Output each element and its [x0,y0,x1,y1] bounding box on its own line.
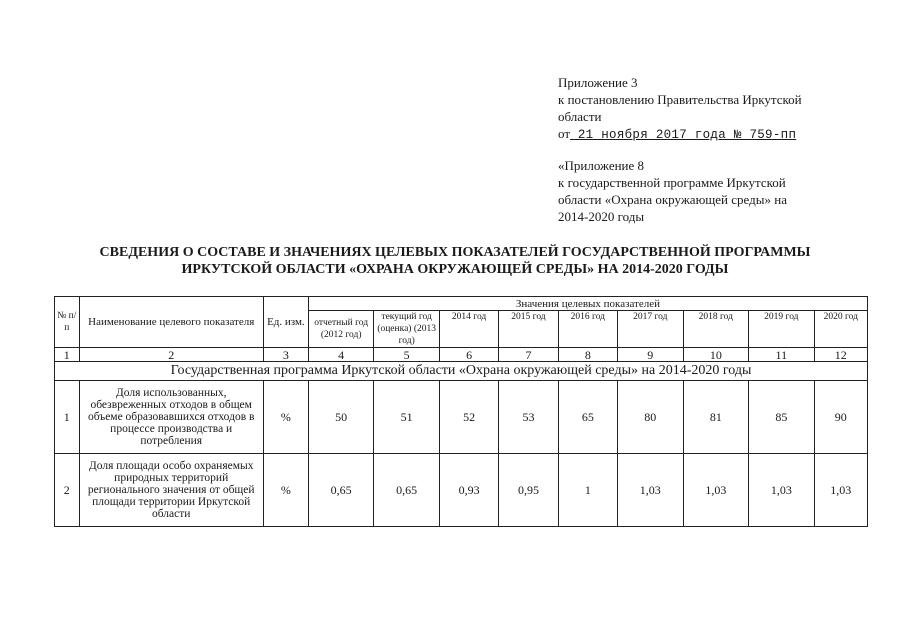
value-cell: 0,65 [308,454,374,527]
row-number: 1 [55,381,80,454]
col-number: 7 [499,348,558,362]
value-cell: 52 [439,381,498,454]
value-cell: 85 [749,381,815,454]
col-number: 10 [683,348,749,362]
appendix-3-line3: области [558,109,602,124]
header-unit: Ед. изм. [263,297,308,348]
appendix-3-block [558,74,858,144]
unit: % [263,454,308,527]
value-cell: 1,03 [618,454,684,527]
program-row [55,362,868,381]
value-cell: 90 [814,381,867,454]
value-cell: 50 [308,381,374,454]
col-number: 8 [558,348,617,362]
col-number: 5 [374,348,440,362]
title-line1: СВЕДЕНИЯ О СОСТАВЕ И ЗНАЧЕНИЯХ ЦЕЛЕВЫХ ПОКАЗАТЕЛЕЙ ГОСУДАРСТВЕННОЙ ПРОГРАММЫ [99,245,811,260]
appendix-8-block [558,157,858,225]
header-num: № п/ п [55,297,80,348]
header-row-1 [55,297,868,311]
value-cell: 80 [618,381,684,454]
document-title [40,244,870,278]
col-number: 2 [79,348,263,362]
value-cell: 53 [499,381,558,454]
title-line2: ИРКУТСКОЙ ОБЛАСТИ «ОХРАНА ОКРУЖАЮЩЕЙ СРЕДЫ» НА 2014-2020 ГОДЫ [181,262,729,277]
value-cell: 81 [683,381,749,454]
value-cell: 51 [374,381,440,454]
appendix-8-line4: 2014-2020 годы [558,209,645,224]
header-2015: 2015 год [499,311,558,348]
col-number: 3 [263,348,308,362]
col-number: 12 [814,348,867,362]
appendix-8-line3: области «Охрана окружающей среды» на [558,192,787,207]
header-2017: 2017 год [618,311,684,348]
program-title: Государственная программа Иркутской области «Охрана окружающей среды» на 2014-2020 годы [55,362,868,381]
value-cell: 1,03 [683,454,749,527]
header-report-year: отчетный год (2012 год) [308,311,374,348]
value-cell: 1,03 [814,454,867,527]
header-current-year: текущий год (оценка) (2013 год) [374,311,440,348]
col-number: 11 [749,348,815,362]
col-number: 6 [439,348,498,362]
table-row [55,381,868,454]
indicator-name: Доля использованных, обезвреженных отходов в общем объеме образовавшихся отходов в процессе производства и потребления [79,381,263,454]
col-number: 1 [55,348,80,362]
indicator-name: Доля площади особо охраняемых природных территорий регионального значения от общей площади территории Иркутской области [79,454,263,527]
table-row [55,454,868,527]
row-number: 2 [55,454,80,527]
appendix-8-line1: «Приложение 8 [558,158,645,173]
header-2016: 2016 год [558,311,617,348]
header-2019: 2019 год [749,311,815,348]
column-number-row [55,348,868,362]
value-cell: 65 [558,381,617,454]
indicators-table [54,296,868,527]
header-2020: 2020 год [814,311,867,348]
value-cell: 0,93 [439,454,498,527]
value-cell: 1,03 [749,454,815,527]
appendix-3-line1: Приложение 3 [558,75,638,90]
value-cell: 1 [558,454,617,527]
value-cell: 0,65 [374,454,440,527]
appendix-3-line2: к постановлению Правительства Иркутской [558,92,802,107]
header-2014: 2014 год [439,311,498,348]
appendix-3-resolution-line [558,125,858,144]
col-number: 4 [308,348,374,362]
col-number: 9 [618,348,684,362]
header-values-group: Значения целевых показателей [308,297,867,311]
header-name: Наименование целевого показателя [79,297,263,348]
header-2018: 2018 год [683,311,749,348]
appendix-8-line2: к государственной программе Иркутской [558,175,786,190]
value-cell: 0,95 [499,454,558,527]
from-prefix: от [558,126,571,141]
resolution-date-number: 21 ноября 2017 года № 759-пп [570,128,797,142]
unit: % [263,381,308,454]
